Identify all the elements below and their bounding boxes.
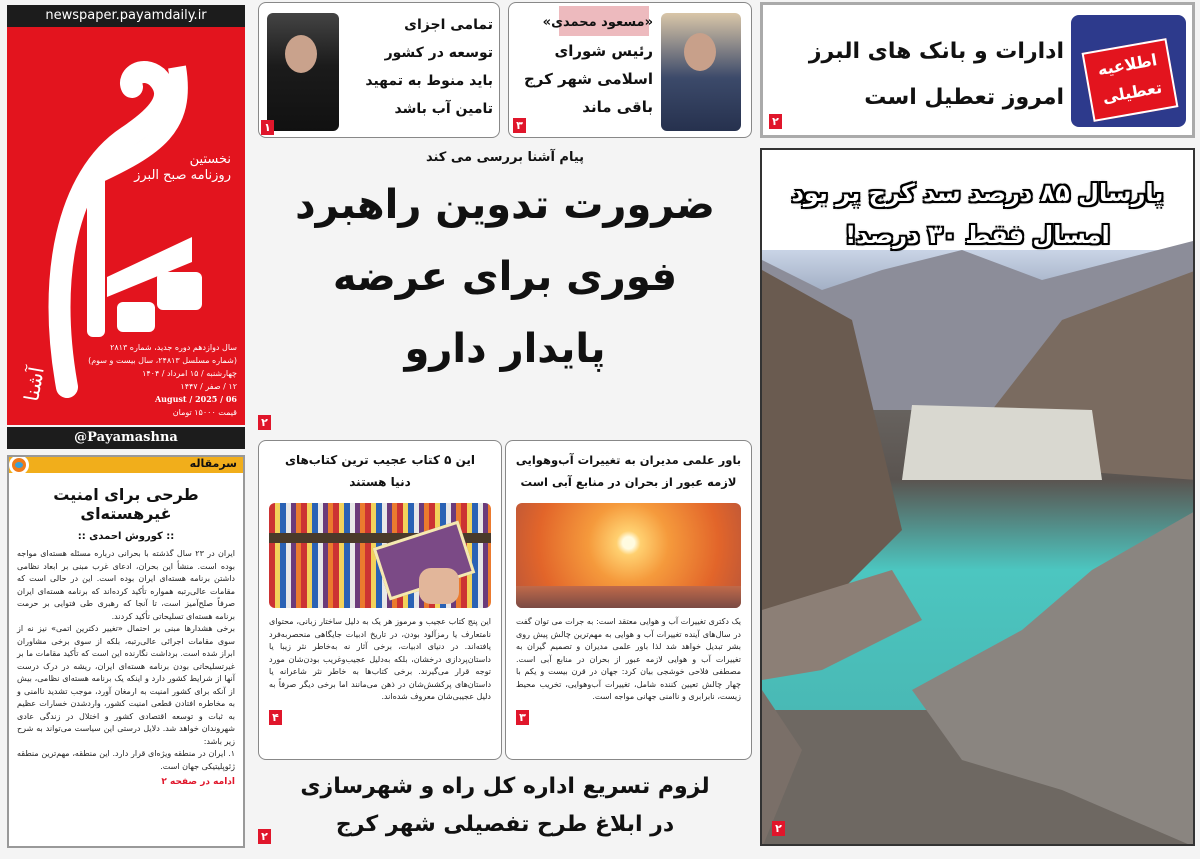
top-story-3[interactable]: اطلاعیه تعطیلی ادارات و بانک های البرز امروز تعطیل است ۲ xyxy=(760,2,1195,138)
bottom-title: در ابلاغ طرح تفصیلی شهر کرج xyxy=(335,812,675,837)
photo-masoud-mohammadi xyxy=(661,13,741,131)
story-body: این پنج کتاب عجیب و مرموز هر یک به دلیل ساختار زبانی، محتوای نامتعارف یا رمزآلود بودن، در تاریخ ادبیات جایگاهی منحصربه‌فرد یافته‌اند. در دنیای ادبیات، برخی آثار نه به‌خاطر نثر زیبا یا داستان‌پردازی درخشان، بلکه به‌دلیل عجیب‌وغریب بودن‌شان مورد توجه قرار می‌گیرند. برخی کتاب‌ها به خاطر نثر شاعرانه یا داستان‌های پرکشش‌شان در ذهن می‌مانند اما برخی دیگر صرفاً به دلیل عجیبی‌شان معروف شده‌اند. xyxy=(269,617,491,701)
photo-sunset xyxy=(516,503,741,608)
lead-title: فوری برای عرضه xyxy=(332,254,678,300)
editorial-paragraph: ۱. ایران در منطقه ویژه‌ای قرار دارد. این منطقه، مهم‌ترین منطقه ژئوپلیتیکی جهان است. xyxy=(17,749,235,771)
story-climate[interactable]: باور علمی مدیران به تغییرات آب‌وهوایی لازمه عبور از بحران در منابع آبی است یک دکتری تغییرات آب و هوایی معتقد است: به جرات می توان گفت در سال‌های آینده تغییرات آب و هوایی به مهم‌ترین چالش پیش روی بشر تبدیل خواهد شد لذا باور علمی مدیران و تصمیم گیران به تغییرات آب و هوایی لازمه عبور از بحران در منابع آبی است. مصطفی فلاحی خوشجی بیان کرد: جهان در قرن بیست و یکم با چهار چالش تعیین کننده شامل، تغییرات آب‌وهوایی، تخریب محیط زیست، نابرابری و ناامنی جهانی مواجه است. ۳ xyxy=(505,440,752,760)
lead-story[interactable] xyxy=(258,150,752,432)
site-url[interactable]: newspaper.payamdaily.ir xyxy=(7,5,245,27)
editorial-title[interactable]: طرحی برای امنیت غیرهسته‌ای xyxy=(53,485,199,523)
story-body: یک دکتری تغییرات آب و هوایی معتقد است: به جرات می توان گفت در سال‌های آینده تغییرات آب و هوایی به مهم‌ترین چالش پیش روی بشر تبدیل خواهد شد لذا باور علمی مدیران و تصمیم گیران به تغییرات آب و هوایی لازمه عبور از بحران در منابع آبی است. مصطفی فلاحی خوشجی بیان کرد: جهان در قرن بیست و یکم با چهار چالش تعیین کننده شامل، تغییرات آب‌وهوایی، تخریب محیط زیست، نابرابری و ناامنی جهانی مواجه است. xyxy=(516,617,741,701)
editorial-paragraph: ایران در ۲۳ سال گذشته با بحرانی درباره مسئله هسته‌ای مواجه بوده است. منشأ این بحران، ادعای غرب مبنی بر ابعاد نظامی داشتن برنامه هسته‌ای ایران بوده است. این در حالی است که مقامات عالی‌رتبه همواره تأکید کرده‌اند که برنامه هسته‌ای ایران صرفاً صلح‌آمیز است، تا آنجا که رهبری طی فتوایی بر حرمت برنامه هسته‌ای تسلیحاتی تأکید کردند. xyxy=(17,549,235,621)
page-number: ۱ xyxy=(261,120,274,135)
page-number: ۲ xyxy=(769,114,782,129)
page-number: ۲ xyxy=(772,821,785,836)
eye-icon xyxy=(9,455,29,475)
page-number: ۳ xyxy=(513,118,526,133)
editorial-author: :: کوروش احمدی :: xyxy=(77,531,175,542)
tagline-1: نخستین xyxy=(189,152,231,167)
lead-title: ضرورت تدوین راهبرد xyxy=(295,182,715,228)
editorial xyxy=(7,455,245,848)
editorial-section-bar xyxy=(9,457,243,473)
dam-title: امسال فقط ۳۰ درصد! xyxy=(845,221,1110,249)
photo-books xyxy=(269,503,491,608)
editorial-section-label: سرمقاله xyxy=(189,457,237,470)
closure-sign: اطلاعیه تعطیلی xyxy=(1071,15,1186,127)
top-story-2[interactable]: «مسعود محمدی» رئیس شورای اسلامی شهر کرج باقی ماند ۳ xyxy=(508,2,752,138)
page-number: ۳ xyxy=(516,710,529,725)
tagline-2: روزنامه صبح البرز xyxy=(134,168,231,183)
logo-ashna: آشنا xyxy=(19,364,49,404)
dam-title: پارسال ۸۵ درصد سد کرج پر بود xyxy=(791,179,1164,207)
story-books[interactable]: این ۵ کتاب عجیب ترین کتاب‌های دنیا هستند این پنج کتاب عجیب و مرموز هر یک به دلیل ساختار زبانی، محتوای نامتعارف یا رمزآلود بودن، در تاریخ ادبیات جایگاهی منحصربه‌فرد یافته‌اند. در دنیای ادبیات، برخی آثار نه به‌خاطر نثر زیبا یا داستان‌پردازی درخشان، بلکه به‌دلیل عجیب‌وغریب بودن‌شان مورد توجه قرار می‌گیرند. برخی کتاب‌ها به خاطر نثر شاعرانه یا داستان‌های پرکشش‌شان در ذهن می‌مانند اما برخی دیگر صرفاً به دلیل عجیبی‌شان معروف شده‌اند. ۴ xyxy=(258,440,502,760)
masthead xyxy=(7,5,245,449)
continued-link[interactable]: ادامه در صفحه ۲ xyxy=(161,777,235,787)
lead-title: پایدار دارو xyxy=(404,326,606,372)
page-number: ۲ xyxy=(258,829,271,844)
top-story-1[interactable]: تمامی اجزای توسعه در کشور باید منوط به تمهید تامین آب باشد ۱ xyxy=(258,2,500,138)
bottom-story[interactable] xyxy=(258,768,752,850)
dam-story[interactable] xyxy=(760,148,1195,846)
bottom-title: لزوم تسریع اداره کل راه و شهرسازی xyxy=(300,774,710,799)
editorial-paragraph: برخی هشدارها مبنی بر احتمال «تغییر دکترین اتمی» نیز نه از سوی مقامات اجرائی عالی‌رتبه، بلکه از سوی برخی مشاوران ابراز شده است. برداشت نگارنده این است که تأکید مقامات ما بر غیرتسلیحاتی بودن برنامه هسته‌ای ایران، ریشه در درک درست آنها از شرایط کشور دارد و اینکه یک برنامه هسته‌ای نظامی، بیش از آنکه برای کشور امنیت به ارمغان آورد، موجب تشدید ناامنی و به مخاطره افتادن قطعی امنیت کشور، واردشدن خسارات عظیم به ثبات و توسعه اقتصادی کشور و اختلال در زندگی عادی شهروندان خواهد شد. دلایل درستی این سیاست می‌تواند به شرح زیر باشد: xyxy=(17,624,235,746)
page-number: ۴ xyxy=(269,710,282,725)
social-handle[interactable]: @Payamashna xyxy=(7,427,245,449)
issue-info: سال دوازدهم دوره جدید، شماره ۲۸۱۳ (شماره مسلسل ۲۴۸۱۳، سال بیست و سوم) چهارشنبه / ۱۵ امرداد / ۱۴۰۴ ۱۲ / صفر / ۱۴۴۷ 06 / August / 2025 قیمت ۱۵۰۰۰ تومان xyxy=(88,343,237,417)
photo-official xyxy=(267,13,339,131)
lead-kicker: پیام آشنا بررسی می کند xyxy=(425,150,585,165)
masthead-red xyxy=(7,27,245,425)
page-number: ۲ xyxy=(258,415,271,430)
